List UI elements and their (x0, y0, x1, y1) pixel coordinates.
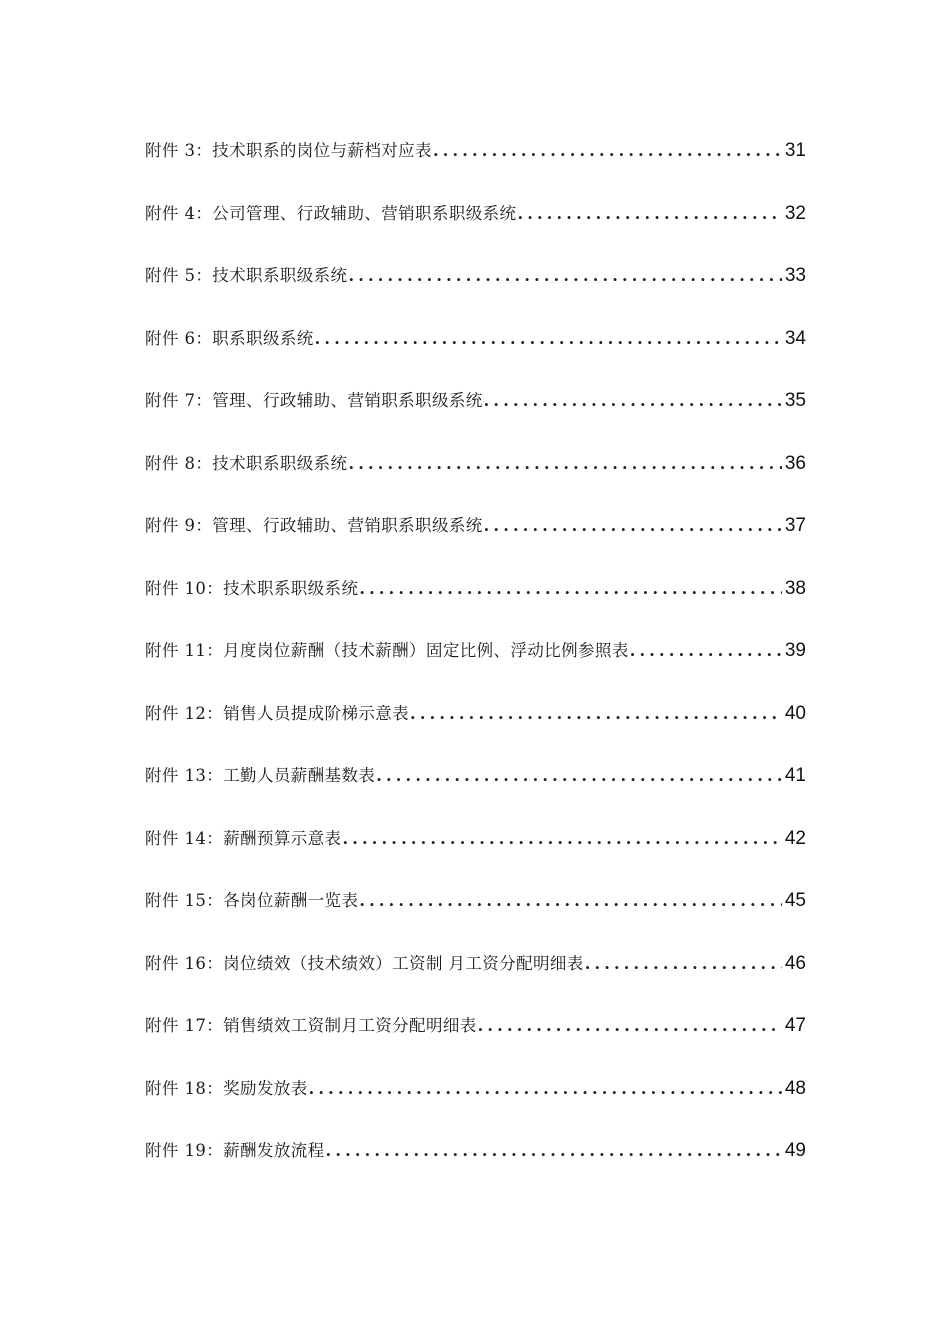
toc-entry-label: 附件 16：岗位绩效（技术绩效）工资制 月工资分配明细表 (145, 953, 584, 973)
toc-entry-label: 附件 19：薪酬发放流程 (145, 1141, 325, 1160)
toc-entry-label: 附件 18：奖励发放表 (145, 1078, 308, 1098)
toc-entry-appendix-15[interactable] (145, 883, 806, 946)
toc-entry-appendix-10[interactable] (145, 571, 806, 634)
toc-entry-page-number: 34 (784, 327, 806, 349)
toc-entry-label: 附件 5：技术职系职级系统 (145, 266, 348, 285)
toc-entry-appendix-7[interactable] (145, 383, 806, 446)
dot-leader (309, 1071, 782, 1107)
toc-entry-page-number: 40 (784, 702, 806, 724)
toc-entry-label: 附件 6：职系职级系统 (145, 328, 314, 348)
toc-entry-page-number: 41 (784, 765, 806, 786)
toc-entry-page-number: 32 (784, 202, 806, 224)
dot-leader (348, 258, 781, 294)
toc-entry-label: 附件 13：工勤人员薪酬基数表 (145, 766, 376, 785)
dot-leader (410, 696, 782, 732)
dot-leader (433, 133, 782, 169)
toc-entry-label: 附件 14：薪酬预算示意表 (145, 828, 342, 848)
dot-leader (517, 196, 781, 232)
toc-entry-appendix-5[interactable] (145, 258, 806, 321)
dot-leader (348, 446, 781, 482)
toc-entry-page-number: 39 (784, 640, 806, 661)
dot-leader (376, 758, 782, 794)
toc-entry-appendix-18[interactable] (145, 1071, 806, 1134)
toc-entry-page-number: 35 (784, 390, 806, 411)
toc-entry-page-number: 49 (784, 1140, 806, 1161)
toc-entry-label: 附件 3：技术职系的岗位与薪档对应表 (145, 141, 432, 160)
toc-entry-appendix-6[interactable] (145, 321, 806, 384)
dot-leader (478, 1008, 782, 1044)
toc-entry-label: 附件 9：管理、行政辅助、营销职系职级系统 (145, 516, 483, 535)
toc-entry-appendix-19[interactable] (145, 1133, 806, 1196)
toc-entry-appendix-8[interactable] (145, 446, 806, 509)
toc-entry-label: 附件 12：销售人员提成阶梯示意表 (145, 703, 410, 723)
toc-entry-appendix-13[interactable] (145, 758, 806, 821)
toc-entry-page-number: 48 (784, 1077, 806, 1099)
toc-entry-label: 附件 7：管理、行政辅助、营销职系职级系统 (145, 391, 483, 410)
toc-entry-appendix-16[interactable] (145, 946, 806, 1009)
dot-leader (315, 321, 782, 357)
toc-entry-page-number: 37 (784, 515, 806, 536)
toc-entry-page-number: 33 (784, 265, 806, 286)
toc-entry-appendix-4[interactable] (145, 196, 806, 259)
dot-leader (342, 821, 781, 857)
dot-leader (630, 633, 782, 669)
toc-entry-appendix-14[interactable] (145, 821, 806, 884)
toc-entry-page-number: 42 (784, 827, 806, 849)
dot-leader (484, 383, 782, 419)
dot-leader (484, 508, 782, 544)
toc-entry-page-number: 38 (784, 577, 806, 599)
toc-entry-label: 附件 15：各岗位薪酬一览表 (145, 891, 359, 910)
toc-entry-label: 附件 4：公司管理、行政辅助、营销职系职级系统 (145, 203, 517, 223)
toc-entry-appendix-17[interactable] (145, 1008, 806, 1071)
toc-entry-page-number: 47 (784, 1015, 806, 1036)
toc-entry-page-number: 46 (784, 952, 806, 974)
toc-entry-page-number: 36 (784, 452, 806, 474)
toc-entry-page-number: 45 (784, 890, 806, 911)
toc-entry-label: 附件 17：销售绩效工资制月工资分配明细表 (145, 1016, 477, 1035)
toc-entry-page-number: 31 (784, 140, 806, 161)
toc-entry-appendix-9[interactable] (145, 508, 806, 571)
toc-entry-label: 附件 11：月度岗位薪酬（技术薪酬）固定比例、浮动比例参照表 (145, 641, 629, 660)
dot-leader (585, 946, 782, 982)
dot-leader (326, 1133, 782, 1169)
toc-entry-appendix-11[interactable] (145, 633, 806, 696)
table-of-contents (145, 133, 806, 1196)
dot-leader (359, 883, 782, 919)
toc-entry-label: 附件 8：技术职系职级系统 (145, 453, 348, 473)
dot-leader (359, 571, 782, 607)
toc-entry-appendix-3[interactable] (145, 133, 806, 196)
toc-entry-appendix-12[interactable] (145, 696, 806, 759)
toc-entry-label: 附件 10：技术职系职级系统 (145, 578, 359, 598)
